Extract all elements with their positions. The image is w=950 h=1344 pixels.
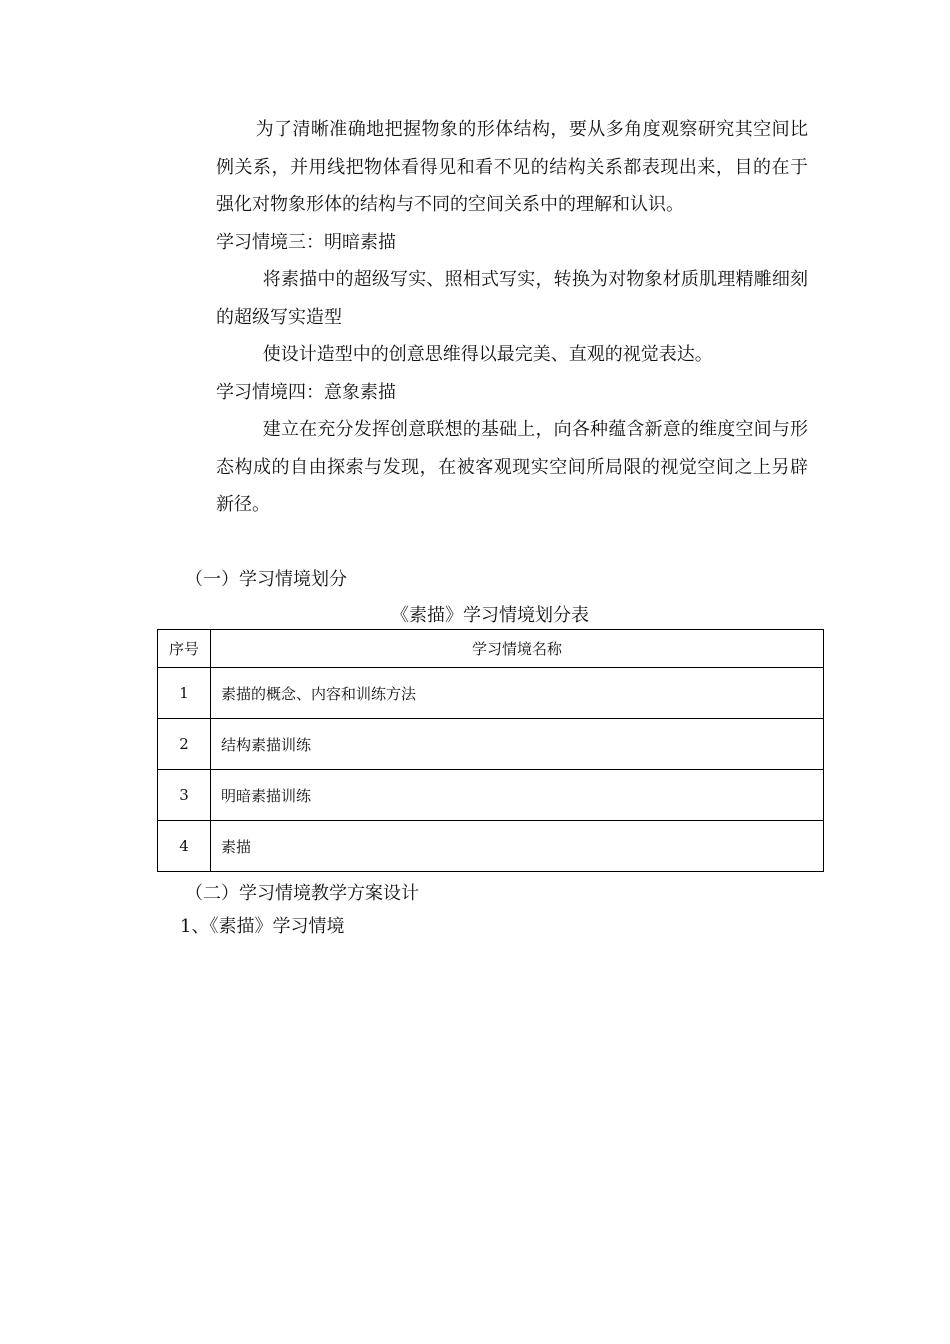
table-header-row	[158, 630, 824, 668]
row-situation-name: 结构素描训练	[211, 719, 824, 770]
table-row	[158, 719, 824, 770]
row-situation-name: 素描	[211, 821, 824, 872]
situation-table	[157, 629, 824, 872]
header-number: 序号	[158, 630, 211, 668]
table-row	[158, 668, 824, 719]
section-heading-division: （一）学习情境划分	[185, 569, 347, 590]
body-text	[216, 111, 808, 524]
row-number: 2	[158, 719, 211, 770]
section-heading-sketch-situation: 1、《素描》学习情境	[180, 916, 345, 937]
row-number: 4	[158, 821, 211, 872]
header-situation-name: 学习情境名称	[211, 630, 824, 668]
row-situation-name: 明暗素描训练	[211, 770, 824, 821]
heading-situation-4: 学习情境四：意象素描	[216, 381, 396, 403]
table-row	[158, 821, 824, 872]
section-heading-teaching-plan: （二）学习情境教学方案设计	[185, 883, 419, 904]
paragraph-structure: 为了清晰准确地把握物象的形体结构，要从多角度观察研究其空间比例关系，并用线把物体看得见和看不见的结构关系都表现出来，目的在于强化对物象形体的结构与不同的空间关系中的理解和认识。	[216, 119, 808, 215]
table-caption: 《素描》学习情境划分表	[391, 605, 589, 626]
paragraph-design-thinking: 使设计造型中的创意思维得以最完美、直观的视觉表达。	[262, 344, 713, 365]
paragraph-imagery: 建立在充分发挥创意联想的基础上，向各种蕴含新意的维度空间与形态构成的自由探索与发现，在被客观现实空间所局限的视觉空间之上另辟新径。	[216, 419, 808, 515]
row-number: 3	[158, 770, 211, 821]
row-number: 1	[158, 668, 211, 719]
paragraph-hyperrealism: 将素描中的超级写实、照相式写实，转换为对物象材质肌理精雕细刻的超级写实造型	[216, 269, 808, 328]
table-row	[158, 770, 824, 821]
row-situation-name: 素描的概念、内容和训练方法	[211, 668, 824, 719]
heading-situation-3: 学习情境三：明暗素描	[216, 231, 396, 253]
